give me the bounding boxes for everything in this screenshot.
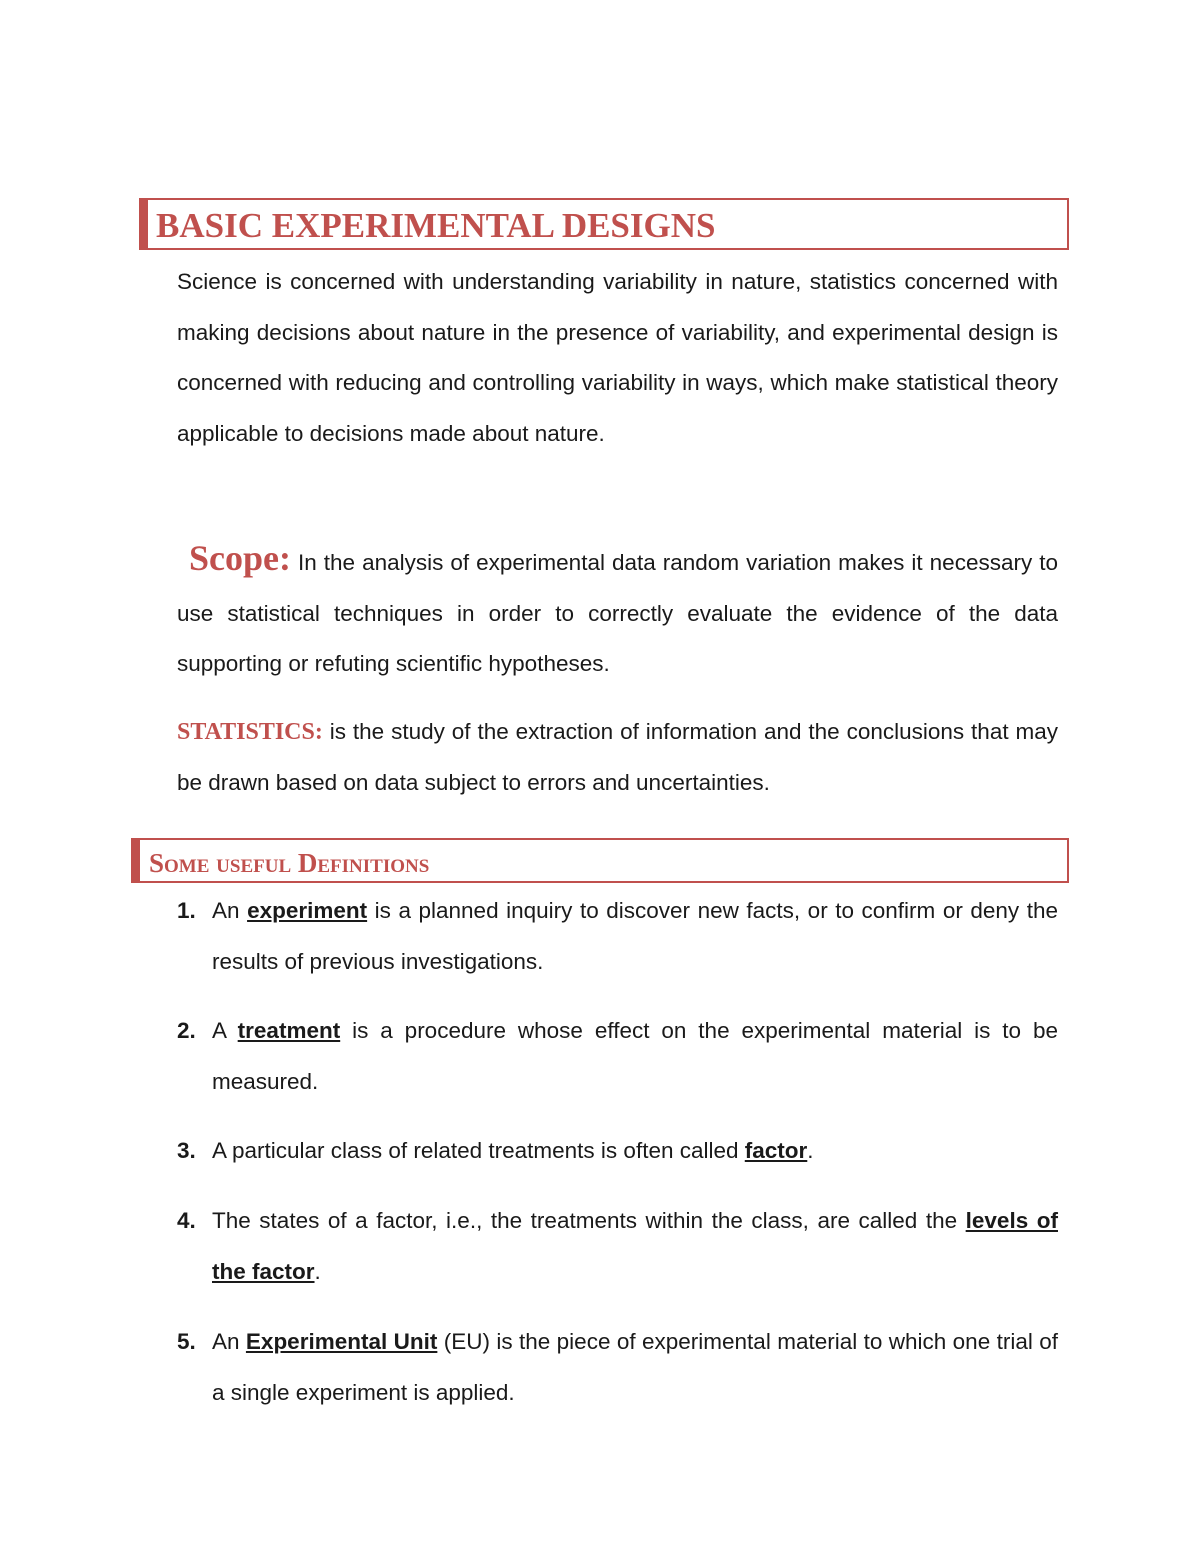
definition-number: 1. (177, 898, 196, 923)
definition-number: 3. (177, 1138, 196, 1163)
scope-label: Scope: (189, 538, 291, 578)
definition-text-after: (EU) is the piece of experimental material to which one trial of a single experiment is applied. (212, 1329, 1059, 1405)
definition-text (212, 1317, 1058, 1418)
intro-paragraph: Science is concerned with understanding variability in nature, statistics concerned with making decisions about nature in the presence of variability, and experimental design is concerned with reducing and controlling variability in ways, which make statistical theory applicable to decisions made about nature. (177, 269, 1058, 446)
definition-text-before: A particular class of related treatments is often called (212, 1138, 745, 1163)
definition-text (212, 1006, 1058, 1107)
definition-text-after: is a planned inquiry to discover new facts, or to confirm or deny the results of previous investigations. (212, 898, 1058, 974)
definition-term: factor (744, 1138, 808, 1163)
definition-term: levels of the factor (212, 1208, 1058, 1284)
definition-text-before: The states of a factor, i.e., the treatments within the class, are called the (212, 1208, 966, 1233)
definition-text (212, 1196, 1058, 1297)
definition-number: 4. (177, 1208, 196, 1233)
definition-text-before: An (212, 1329, 246, 1354)
definitions-heading (131, 838, 1069, 883)
definition-text (212, 1126, 1058, 1177)
statistics-label: STATISTICS: (177, 719, 323, 745)
definition-text-before: An (212, 898, 248, 923)
definition-term: Experimental Unit (245, 1329, 438, 1354)
scope-paragraph (177, 533, 1058, 690)
main-heading-text: BASIC EXPERIMENTAL DESIGNS (156, 206, 716, 245)
definition-number: 5. (177, 1329, 196, 1354)
definition-term: treatment (237, 1018, 341, 1043)
statistics-text: is the study of the extraction of information and the conclusions that may be drawn based on data subject to errors and uncertainties. (177, 719, 1058, 795)
definition-text-after: . (807, 1138, 814, 1163)
scope-text: In the analysis of experimental data random variation makes it necessary to use statistical techniques in order to correctly evaluate the evidence of the data supporting or refuting scientific hypotheses. (177, 550, 1058, 676)
definition-text (212, 886, 1058, 987)
definition-text-after: . (314, 1258, 321, 1284)
definition-number: 2. (177, 1018, 196, 1043)
definition-text-before: A (212, 1018, 238, 1043)
definitions-heading-text: Some useful Definitions (149, 848, 430, 878)
main-heading (139, 198, 1069, 250)
definition-term: experiment (247, 898, 368, 923)
statistics-paragraph (177, 707, 1058, 808)
definition-text-after: is a procedure whose effect on the experimental material is to be measured. (212, 1018, 1058, 1094)
